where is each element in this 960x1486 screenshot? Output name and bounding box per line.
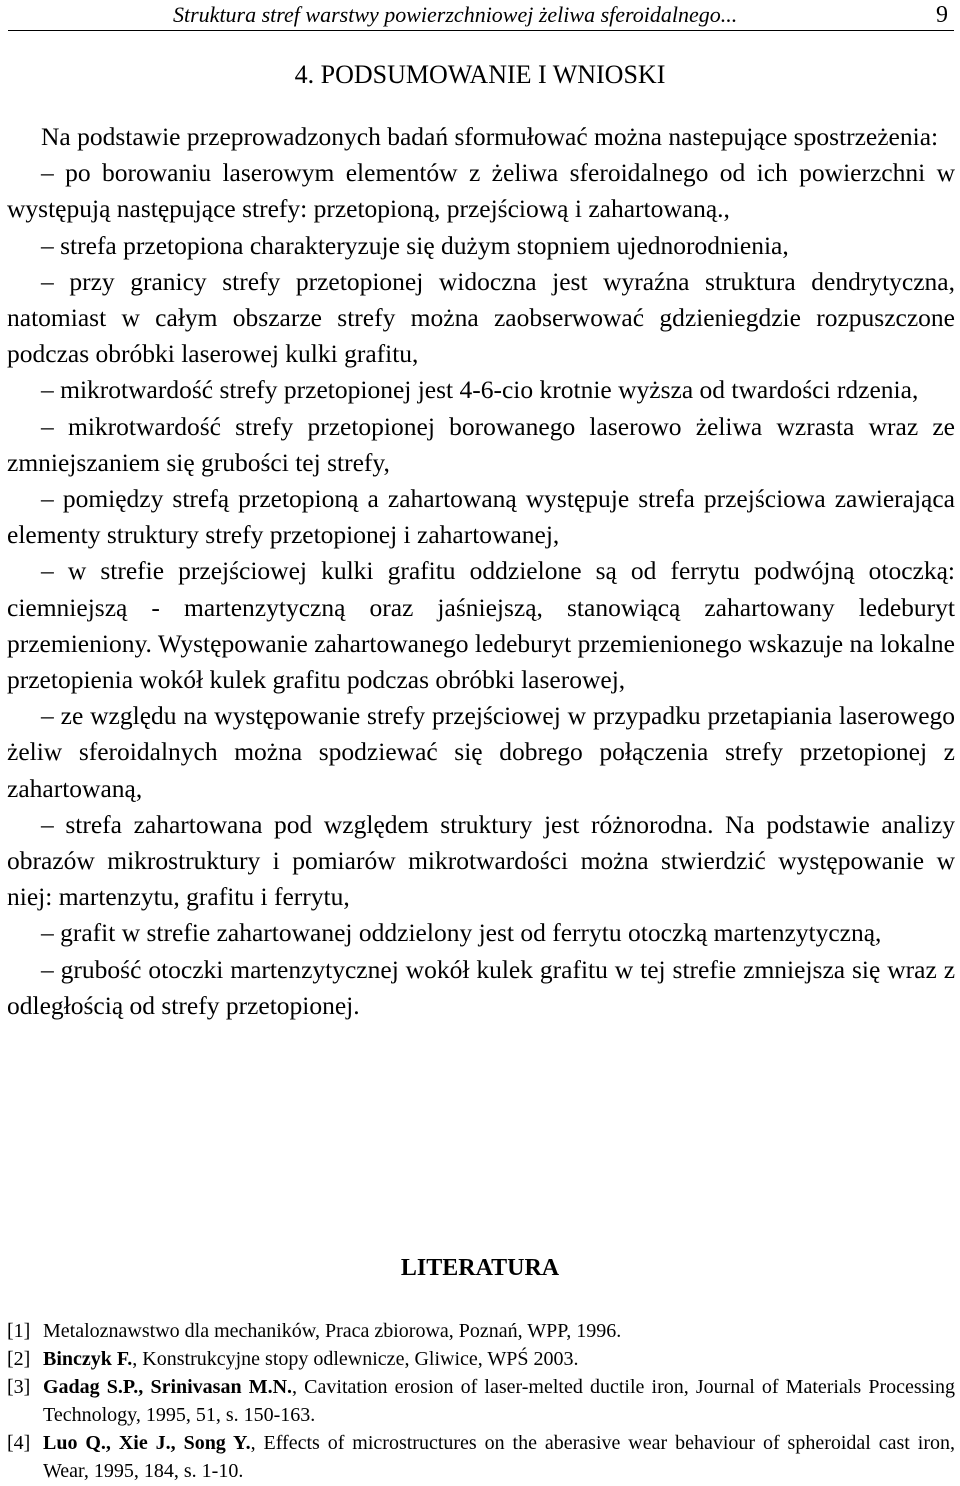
reference-text: , Effects of microstructures on the aberasive wear behaviour of spheroidal cast iron, Wear, 1995, 184, s. 1-10. — [43, 1432, 956, 1482]
reference-text: , Konstrukcyjne stopy odlewnicze, Gliwice, WPŚ 2003. — [132, 1348, 579, 1370]
running-title: Struktura stref warstwy powierzchniowej żeliwa sferoidalnego... — [173, 2, 738, 27]
reference-number: [4] — [7, 1432, 31, 1454]
conclusion-item: – strefa zahartowana pod względem struktury jest różnorodna. Na podstawie analizy obrazów mikrostruktury i pomiarów mikrotwardości można stwierdzić występowanie w niej: martenzytu, grafitu i ferrytu, — [7, 807, 955, 916]
reference-text: Metaloznawstwo dla mechaników, Praca zbiorowa, Poznań, WPP, 1996. — [43, 1320, 622, 1342]
conclusion-item: – strefa przetopiona charakteryzuje się dużym stopniem ujednorodnienia, — [7, 228, 955, 264]
section-title: 4. PODSUMOWANIE I WNIOSKI — [294, 60, 666, 89]
conclusion-item: – grafit w strefie zahartowanej oddzielony jest od ferrytu otoczką martenzytyczną, — [7, 915, 955, 951]
literature-heading: LITERATURA — [400, 1255, 560, 1281]
reference-number: [2] — [7, 1348, 31, 1370]
reference-item — [7, 1345, 955, 1373]
conclusion-item: – mikrotwardość strefy przetopionej borowanego laserowo żeliwa wzrasta wraz ze zmniejszaniem się grubości tej strefy, — [7, 409, 955, 481]
reference-number: [1] — [7, 1320, 31, 1342]
reference-authors: Luo Q., Xie J., Song Y. — [43, 1432, 251, 1454]
reference-authors: Binczyk F. — [43, 1348, 133, 1370]
reference-body — [43, 1429, 955, 1485]
intro-paragraph: Na podstawie przeprowadzonych badań sformułować można nastepujące spostrzeżenia: — [41, 122, 939, 151]
reference-item — [7, 1373, 955, 1429]
page-number: 9 — [936, 2, 948, 28]
reference-item — [7, 1317, 955, 1345]
reference-body — [43, 1317, 955, 1345]
reference-text: , Cavitation erosion of laser-melted ductile iron, Journal of Materials Processing Technology, 1995, 51, s. 150-163. — [43, 1376, 955, 1426]
reference-authors: Gadag S.P., Srinivasan M.N. — [43, 1376, 293, 1398]
conclusion-item: – w strefie przejściowej kulki grafitu oddzielone są od ferrytu podwójną otoczką: ciemniejszą - martenzytyczną oraz jaśniejszą, stanowiącą zahartowany ledeburyt przemieniony. Występowanie zahartowanego ledeburyt przemienionego wskazuje na lokalne przetopienia wokół kulek grafitu podczas obróbki laserowej, — [7, 553, 955, 698]
reference-body — [43, 1345, 955, 1373]
conclusion-item: – pomiędzy strefą przetopioną a zahartowaną występuje strefa przejściowa zawierająca elementy struktury strefy przetopionej i zahartowanej, — [7, 481, 955, 553]
conclusion-item: – przy granicy strefy przetopionej widoczna jest wyraźna struktura dendrytyczna, natomiast w całym obszarze strefy można zaobserwować gdzieniegdzie rozpuszczone podczas obróbki laserowej kulki grafitu, — [7, 264, 955, 373]
conclusions-body — [7, 119, 955, 1024]
reference-item — [7, 1429, 955, 1485]
running-header — [8, 0, 954, 31]
reference-list — [7, 1317, 955, 1485]
reference-body — [43, 1373, 955, 1429]
reference-number: [3] — [7, 1376, 31, 1398]
conclusion-item: – po borowaniu laserowym elementów z żeliwa sferoidalnego od ich powierzchni w występują następujące strefy: przetopioną, przejściową i zahartowaną., — [7, 155, 955, 227]
conclusion-item: – mikrotwardość strefy przetopionej jest 4-6-cio krotnie wyższa od twardości rdzenia, — [7, 372, 955, 408]
conclusion-item: – ze względu na występowanie strefy przejściowej w przypadku przetapiania laserowego żeliw sferoidalnych można spodziewać się dobrego połączenia strefy przetopionej z zahartowaną, — [7, 698, 955, 807]
conclusion-item: – grubość otoczki martenzytycznej wokół kulek grafitu w tej strefie zmniejsza się wraz z odległością od strefy przetopionej. — [7, 952, 955, 1024]
